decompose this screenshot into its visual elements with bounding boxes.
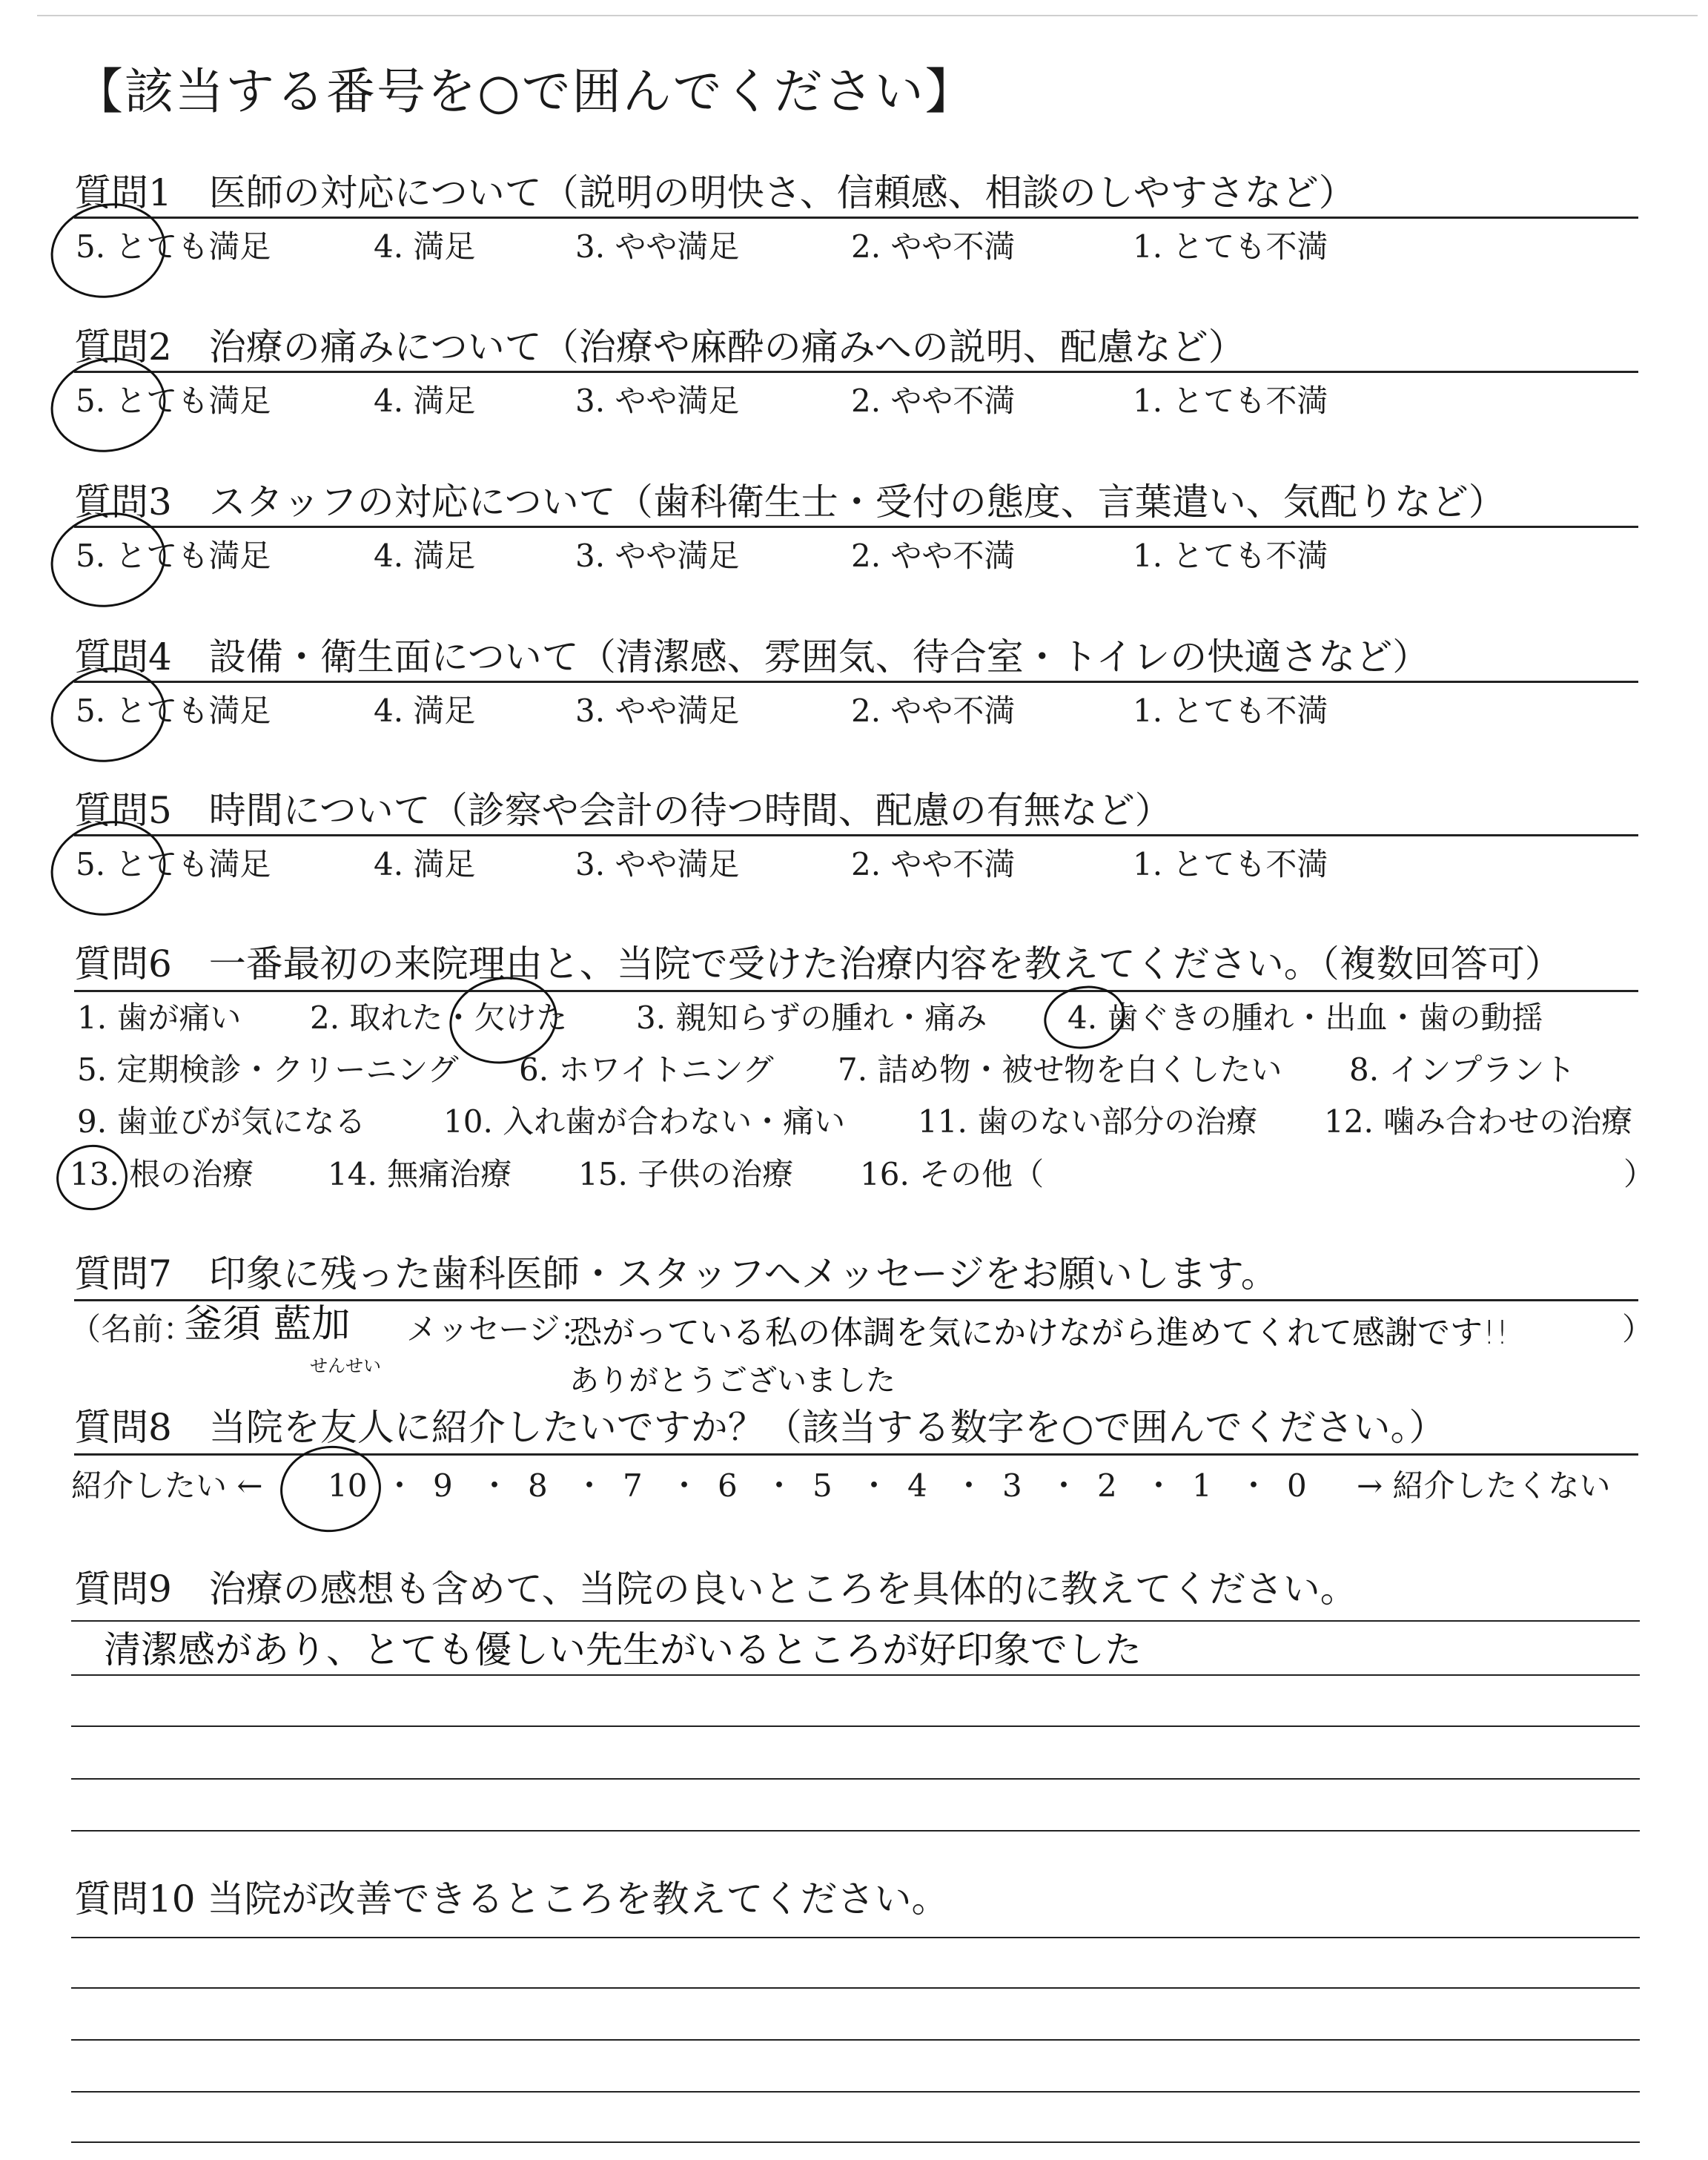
- q7-message-label: メッセージ：: [406, 1311, 592, 1347]
- q5-option[interactable]: 1. とても不満: [1133, 846, 1328, 882]
- q6-option[interactable]: 5. 定期検診・クリーニング: [77, 1051, 459, 1088]
- q7-name-furigana: せんせい: [310, 1355, 381, 1376]
- q7-rule: [74, 1299, 1638, 1301]
- q3-option[interactable]: 2. やや不満: [851, 538, 1016, 574]
- q8-scale-separator: ・: [574, 1467, 606, 1504]
- q7-close-paren: ）: [1622, 1311, 1654, 1347]
- q1-option[interactable]: 2. やや不満: [851, 228, 1016, 265]
- q5-option[interactable]: 4. 満足: [374, 846, 476, 882]
- q9-title: 質問9 治療の感想も含めて、当院の良いところを具体的に教えてください。: [74, 1568, 1357, 1611]
- q6-option[interactable]: 14. 無痛治療: [328, 1156, 512, 1192]
- q6-option[interactable]: 9. 歯並びが気になる: [77, 1103, 366, 1140]
- q4-option[interactable]: 5. とても満足: [76, 693, 271, 729]
- q8-scale-value[interactable]: 2: [1097, 1467, 1117, 1504]
- q10-line[interactable]: [71, 2039, 1640, 2041]
- q8-scale-value[interactable]: 8: [528, 1467, 548, 1504]
- q3-option[interactable]: 4. 満足: [374, 538, 476, 574]
- q4-option[interactable]: 4. 満足: [374, 693, 476, 729]
- q6-option[interactable]: 13. 根の治療: [70, 1156, 254, 1192]
- q5-title: 質問5 時間について（診察や会計の待つ時間、配慮の有無など）: [74, 789, 1172, 832]
- q5-rule: [74, 834, 1638, 836]
- q8-scale-value[interactable]: 0: [1287, 1467, 1307, 1504]
- q8-scale-separator: ・: [764, 1467, 795, 1504]
- q8-scale-value[interactable]: 4: [907, 1467, 927, 1504]
- q2-option[interactable]: 4. 満足: [374, 383, 476, 419]
- q9-line: [71, 1725, 1640, 1727]
- page-header: 【該当する番号を○で囲んでください】: [74, 63, 976, 120]
- q8-scale-separator: ・: [858, 1467, 890, 1504]
- q5-option[interactable]: 2. やや不満: [851, 846, 1016, 882]
- q6-option[interactable]: 16. その他（: [860, 1156, 1045, 1192]
- q8-left-label: 紹介したい ←: [71, 1467, 263, 1504]
- q7-message-handwritten-line2[interactable]: ありがとうございました: [569, 1364, 896, 1398]
- q4-option[interactable]: 3. やや満足: [575, 693, 740, 729]
- q7-title: 質問7 印象に残った歯科医師・スタッフへメッセージをお願いします。: [74, 1252, 1278, 1295]
- q3-title: 質問3 スタッフの対応について（歯科衛生士・受付の態度、言葉遣い、気配りなど）: [74, 480, 1506, 524]
- q6-option[interactable]: 15. 子供の治療: [578, 1156, 794, 1192]
- q2-option[interactable]: 5. とても満足: [76, 383, 271, 419]
- q3-rule: [74, 526, 1638, 528]
- q6-title: 質問6 一番最初の来院理由と、当院で受けた治療内容を教えてください。（複数回答可）: [74, 942, 1562, 985]
- q6-option[interactable]: 12. 噛み合わせの治療: [1324, 1103, 1633, 1140]
- q8-scale-value[interactable]: 5: [812, 1467, 833, 1504]
- q10-line[interactable]: [71, 1987, 1640, 1989]
- q8-scale-value[interactable]: 6: [718, 1467, 738, 1504]
- q2-option[interactable]: 2. やや不満: [851, 383, 1016, 419]
- q4-rule: [74, 681, 1638, 683]
- q9-line: [71, 1620, 1640, 1622]
- q7-name-label: （名前：: [70, 1311, 195, 1347]
- q3-option[interactable]: 3. やや満足: [575, 538, 740, 574]
- q2-option[interactable]: 1. とても不満: [1133, 383, 1328, 419]
- q6-rule: [74, 990, 1638, 992]
- q6-option[interactable]: ）: [1623, 1156, 1655, 1192]
- q6-option[interactable]: 7. 詰め物・被せ物を白くしたい: [838, 1051, 1282, 1088]
- q6-option[interactable]: 6. ホワイトニング: [519, 1051, 774, 1088]
- q6-option[interactable]: 3. 親知らずの腫れ・痛み: [636, 1000, 987, 1036]
- q8-scale-separator: ・: [1143, 1467, 1175, 1504]
- q8-scale-value[interactable]: 10: [328, 1467, 368, 1504]
- q8-scale-separator: ・: [1238, 1467, 1270, 1504]
- q9-line: [71, 1830, 1640, 1832]
- q8-scale-separator: ・: [384, 1467, 416, 1504]
- q3-option[interactable]: 1. とても不満: [1133, 538, 1328, 574]
- q6-option[interactable]: 10. 入れ歯が合わない・痛い: [443, 1103, 846, 1140]
- q10-line[interactable]: [71, 2141, 1640, 2143]
- q5-option[interactable]: 3. やや満足: [575, 846, 740, 882]
- q5-option[interactable]: 5. とても満足: [76, 846, 271, 882]
- q6-option[interactable]: 4. 歯ぐきの腫れ・出血・歯の動揺: [1068, 1000, 1543, 1036]
- q8-scale-separator: ・: [1048, 1467, 1080, 1504]
- q2-title: 質問2 治療の痛みについて（治療や麻酔の痛みへの説明、配慮など）: [74, 326, 1245, 369]
- q1-option[interactable]: 5. とても満足: [76, 228, 271, 265]
- q6-option[interactable]: 8. インプラント: [1349, 1051, 1576, 1088]
- q7-name-handwritten[interactable]: 釜須 藍加: [184, 1302, 351, 1347]
- q9-line: [71, 1674, 1640, 1676]
- q8-scale-value[interactable]: 7: [623, 1467, 643, 1504]
- q8-scale-value[interactable]: 1: [1192, 1467, 1212, 1504]
- q8-scale-value[interactable]: 9: [433, 1467, 453, 1504]
- q4-option[interactable]: 2. やや不満: [851, 693, 1016, 729]
- q2-option[interactable]: 3. やや満足: [575, 383, 740, 419]
- q8-scale-separator: ・: [669, 1467, 701, 1504]
- q6-option[interactable]: 11. 歯のない部分の治療: [918, 1103, 1258, 1140]
- q8-title: 質問8 当院を友人に紹介したいですか？（該当する数字を○で囲んでください。）: [74, 1406, 1446, 1449]
- q1-title: 質問1 医師の対応について（説明の明快さ、信頼感、相談のしやすさなど）: [74, 171, 1356, 214]
- q10-title: 質問10 当院が改善できるところを教えてください。: [74, 1877, 949, 1920]
- q8-scale-value[interactable]: 3: [1002, 1467, 1022, 1504]
- q9-line: [71, 1778, 1640, 1780]
- q1-rule: [74, 217, 1638, 219]
- q4-option[interactable]: 1. とても不満: [1133, 693, 1328, 729]
- q8-scale-separator: ・: [479, 1467, 511, 1504]
- q6-option[interactable]: 2. 取れた・欠けた: [310, 1000, 568, 1036]
- q7-message-handwritten-line1[interactable]: 恐がっている私の体調を気にかけながら進めてくれて感謝です!!: [569, 1314, 1509, 1352]
- q10-line[interactable]: [71, 1937, 1640, 1938]
- q3-option[interactable]: 5. とても満足: [76, 538, 271, 574]
- q4-title: 質問4 設備・衛生面について（清潔感、雰囲気、待合室・トイレの快適さなど）: [74, 635, 1430, 678]
- q1-option[interactable]: 1. とても不満: [1133, 228, 1328, 265]
- q8-rule: [74, 1453, 1638, 1456]
- q8-scale-separator: ・: [953, 1467, 985, 1504]
- q10-line[interactable]: [71, 2091, 1640, 2093]
- q1-option[interactable]: 4. 満足: [374, 228, 476, 265]
- q9-answer-handwritten[interactable]: 清潔感があり、とても優しい先生がいるところが好印象でした: [104, 1628, 1142, 1671]
- q8-right-label: → 紹介したくない: [1357, 1467, 1611, 1504]
- q6-option[interactable]: 1. 歯が痛い: [77, 1000, 242, 1036]
- top-border: [37, 15, 1698, 16]
- q1-option[interactable]: 3. やや満足: [575, 228, 740, 265]
- q2-rule: [74, 371, 1638, 373]
